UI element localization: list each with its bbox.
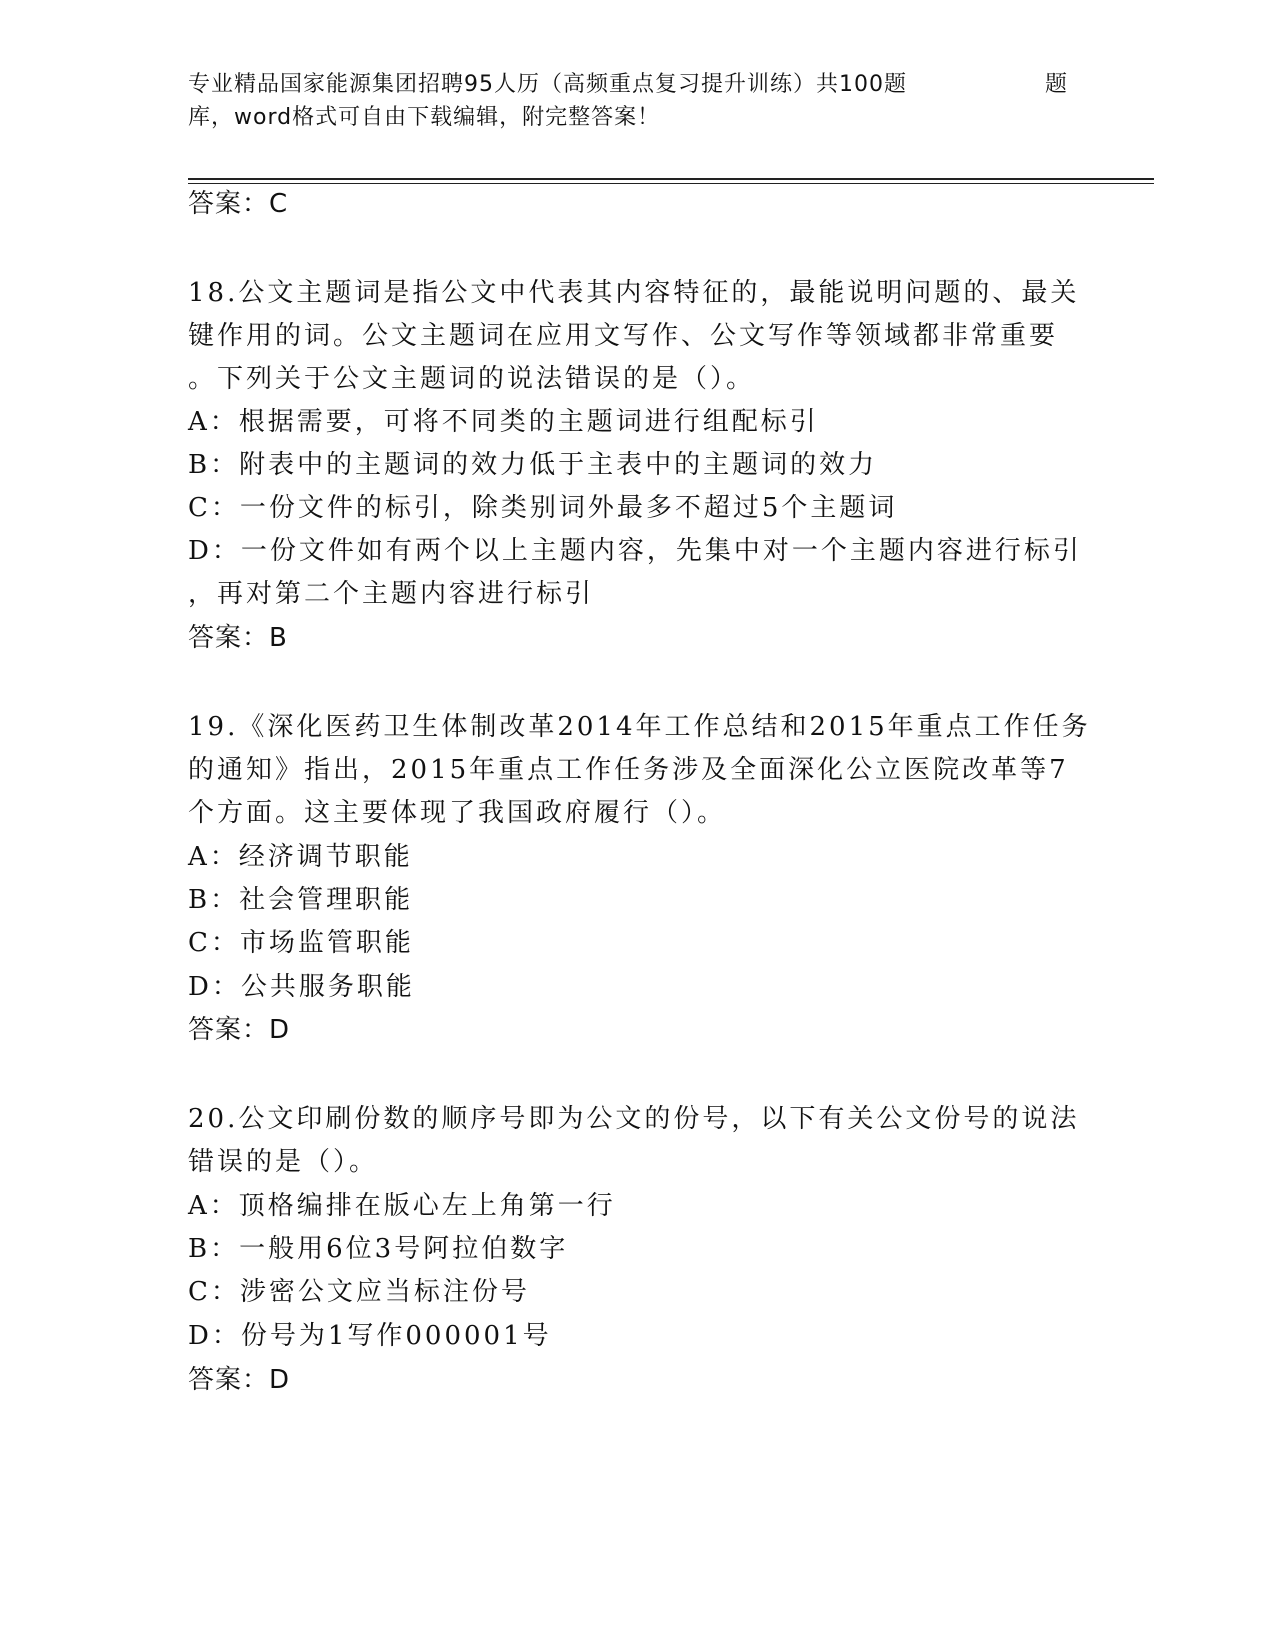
option-a: A：经济调节职能	[188, 842, 413, 872]
option-c: C：市场监管职能	[188, 928, 414, 958]
header-line-1	[188, 68, 1068, 101]
option-a: A：根据需要，可将不同类的主题词进行组配标引	[188, 407, 819, 437]
header-title: 专业精品国家能源集团招聘95人历（高频重点复习提升训练）共100题	[188, 72, 907, 97]
question-text-line: 的通知》指出，2015年重点工作任务涉及全面深化公立医院改革等7	[188, 755, 1069, 785]
answer: 答案：D	[188, 1365, 291, 1395]
option-b: B：附表中的主题词的效力低于主表中的主题词的效力	[188, 450, 878, 480]
question-text-line: 个方面。这主要体现了我国政府履行（）。	[188, 798, 727, 828]
prev-answer: 答案：C	[188, 189, 289, 219]
option-d: D：公共服务职能	[188, 972, 415, 1002]
option-a: A：顶格编排在版心左上角第一行	[188, 1191, 616, 1221]
question-text-line: 键作用的词。公文主题词在应用文写作、公文写作等领域都非常重要	[188, 321, 1059, 351]
header-title-tail: 题	[1044, 72, 1068, 97]
question-text-line: 19.《深化医药卫生体制改革2014年工作总结和2015年重点工作任务	[188, 712, 1091, 742]
option-d-continued: ，再对第二个主题内容进行标引	[188, 579, 595, 609]
option-c: C：涉密公文应当标注份号	[188, 1277, 530, 1307]
option-b: B：社会管理职能	[188, 885, 414, 915]
answer: 答案：D	[188, 1015, 291, 1045]
header-divider-thick	[188, 178, 1154, 180]
header-divider-thin	[188, 183, 1154, 184]
option-b: B：一般用6位3号阿拉伯数字	[188, 1234, 569, 1264]
answer: 答案：B	[188, 623, 288, 653]
page-header	[188, 68, 1068, 134]
question-text-line: 20.公文印刷份数的顺序号即为公文的份号，以下有关公文份号的说法	[188, 1104, 1080, 1134]
option-d: D：一份文件如有两个以上主题内容，先集中对一个主题内容进行标引	[188, 536, 1082, 566]
option-c: C：一份文件的标引，除类别词外最多不超过5个主题词	[188, 493, 898, 523]
question-text-line: 错误的是（）。	[188, 1147, 379, 1177]
option-d: D：份号为1写作000001号	[188, 1321, 552, 1351]
question-text-line: 。下列关于公文主题词的说法错误的是（）。	[188, 364, 756, 394]
header-line-2: 库，word格式可自由下载编辑，附完整答案！	[188, 105, 661, 130]
question-text-line: 18.公文主题词是指公文中代表其内容特征的，最能说明问题的、最关	[188, 278, 1080, 308]
